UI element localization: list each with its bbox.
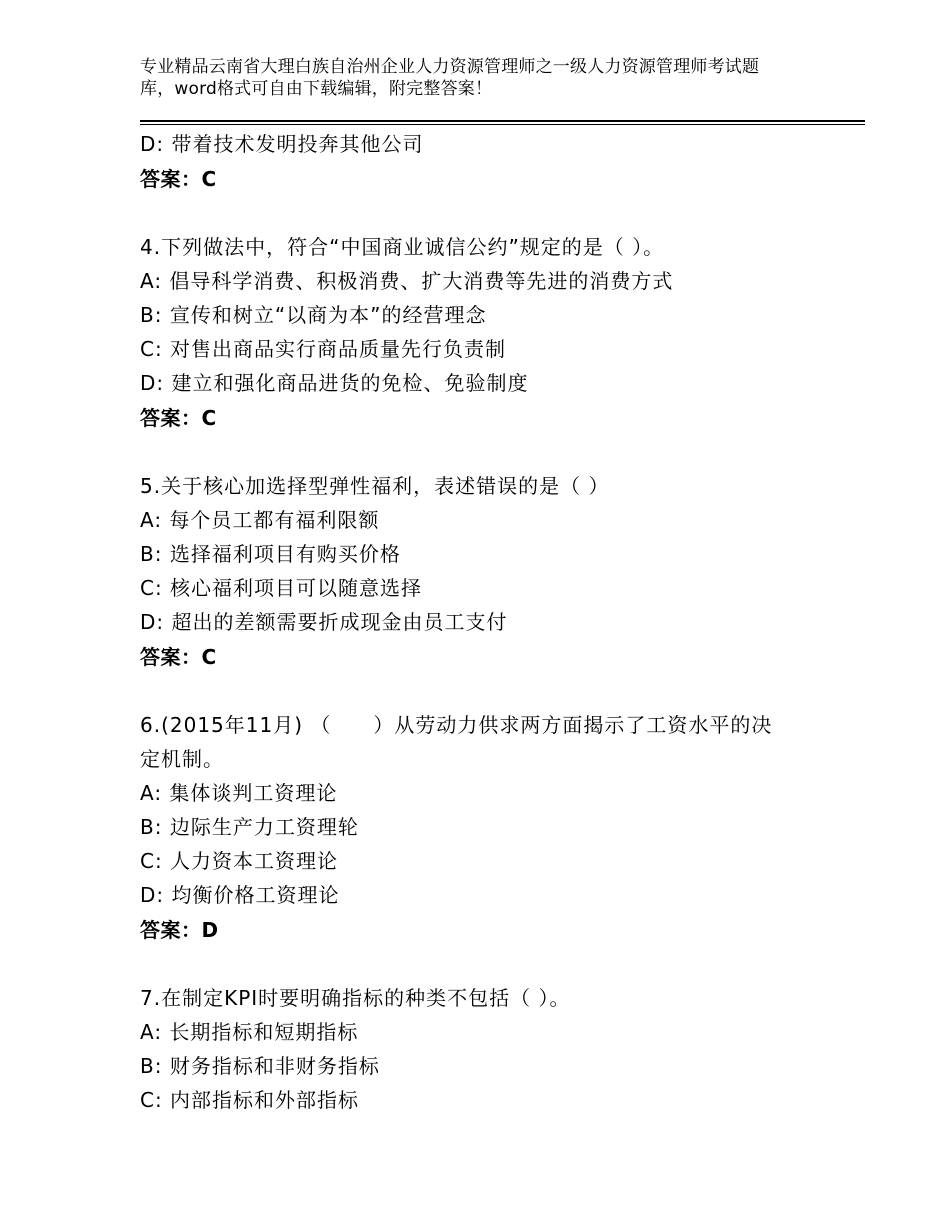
q6-option-b: B: 边际生产力工资理轮 — [140, 815, 359, 839]
q4-option-c: C: 对售出商品实行商品质量先行负责制 — [140, 337, 507, 361]
q6-answer: 答案：D — [140, 918, 219, 942]
q4-answer: 答案：C — [140, 406, 217, 430]
q6-option-d: D: 均衡价格工资理论 — [140, 883, 340, 907]
header-divider-thin — [140, 124, 865, 125]
q6-question-line-2: 定机制。 — [140, 747, 224, 771]
q4-option-d: D: 建立和强化商品进货的免检、免验制度 — [140, 371, 529, 395]
q4-question: 4.下列做法中，符合“中国商业诚信公约”规定的是（ ）。 — [140, 235, 665, 259]
q5-question: 5.关于核心加选择型弹性福利，表述错误的是（ ） — [140, 474, 610, 498]
header-title-line-2: 库，word格式可自由下载编辑，附完整答案！ — [140, 79, 493, 99]
q3-answer: 答案：C — [140, 167, 217, 191]
header-divider-thick — [140, 120, 865, 122]
q6-option-a: A: 集体谈判工资理论 — [140, 781, 338, 805]
q5-option-c: C: 核心福利项目可以随意选择 — [140, 576, 423, 600]
q5-option-b: B: 选择福利项目有购买价格 — [140, 542, 401, 566]
q7-option-a: A: 长期指标和短期指标 — [140, 1020, 359, 1044]
q5-option-d: D: 超出的差额需要折成现金由员工支付 — [140, 610, 508, 634]
q7-question: 7.在制定KPI时要明确指标的种类不包括（ ）。 — [140, 986, 571, 1010]
q7-option-b: B: 财务指标和非财务指标 — [140, 1054, 380, 1078]
q5-answer: 答案：C — [140, 645, 217, 669]
q6-option-c: C: 人力资本工资理论 — [140, 849, 339, 873]
document-header — [140, 56, 830, 100]
header-title-line-1: 专业精品云南省大理白族自治州企业人力资源管理师之一级人力资源管理师考试题 — [140, 57, 760, 77]
q4-option-a: A: 倡导科学消费、积极消费、扩大消费等先进的消费方式 — [140, 269, 674, 293]
q5-option-a: A: 每个员工都有福利限额 — [140, 508, 380, 532]
q7-option-c: C: 内部指标和外部指标 — [140, 1088, 360, 1112]
q4-option-b: B: 宣传和树立“以商为本”的经营理念 — [140, 303, 487, 327]
q3-option-d: D: 带着技术发明投奔其他公司 — [140, 132, 424, 156]
q6-question-line-1: 6.(2015年11月) （ ）从劳动力供求两方面揭示了工资水平的决 — [140, 713, 773, 737]
